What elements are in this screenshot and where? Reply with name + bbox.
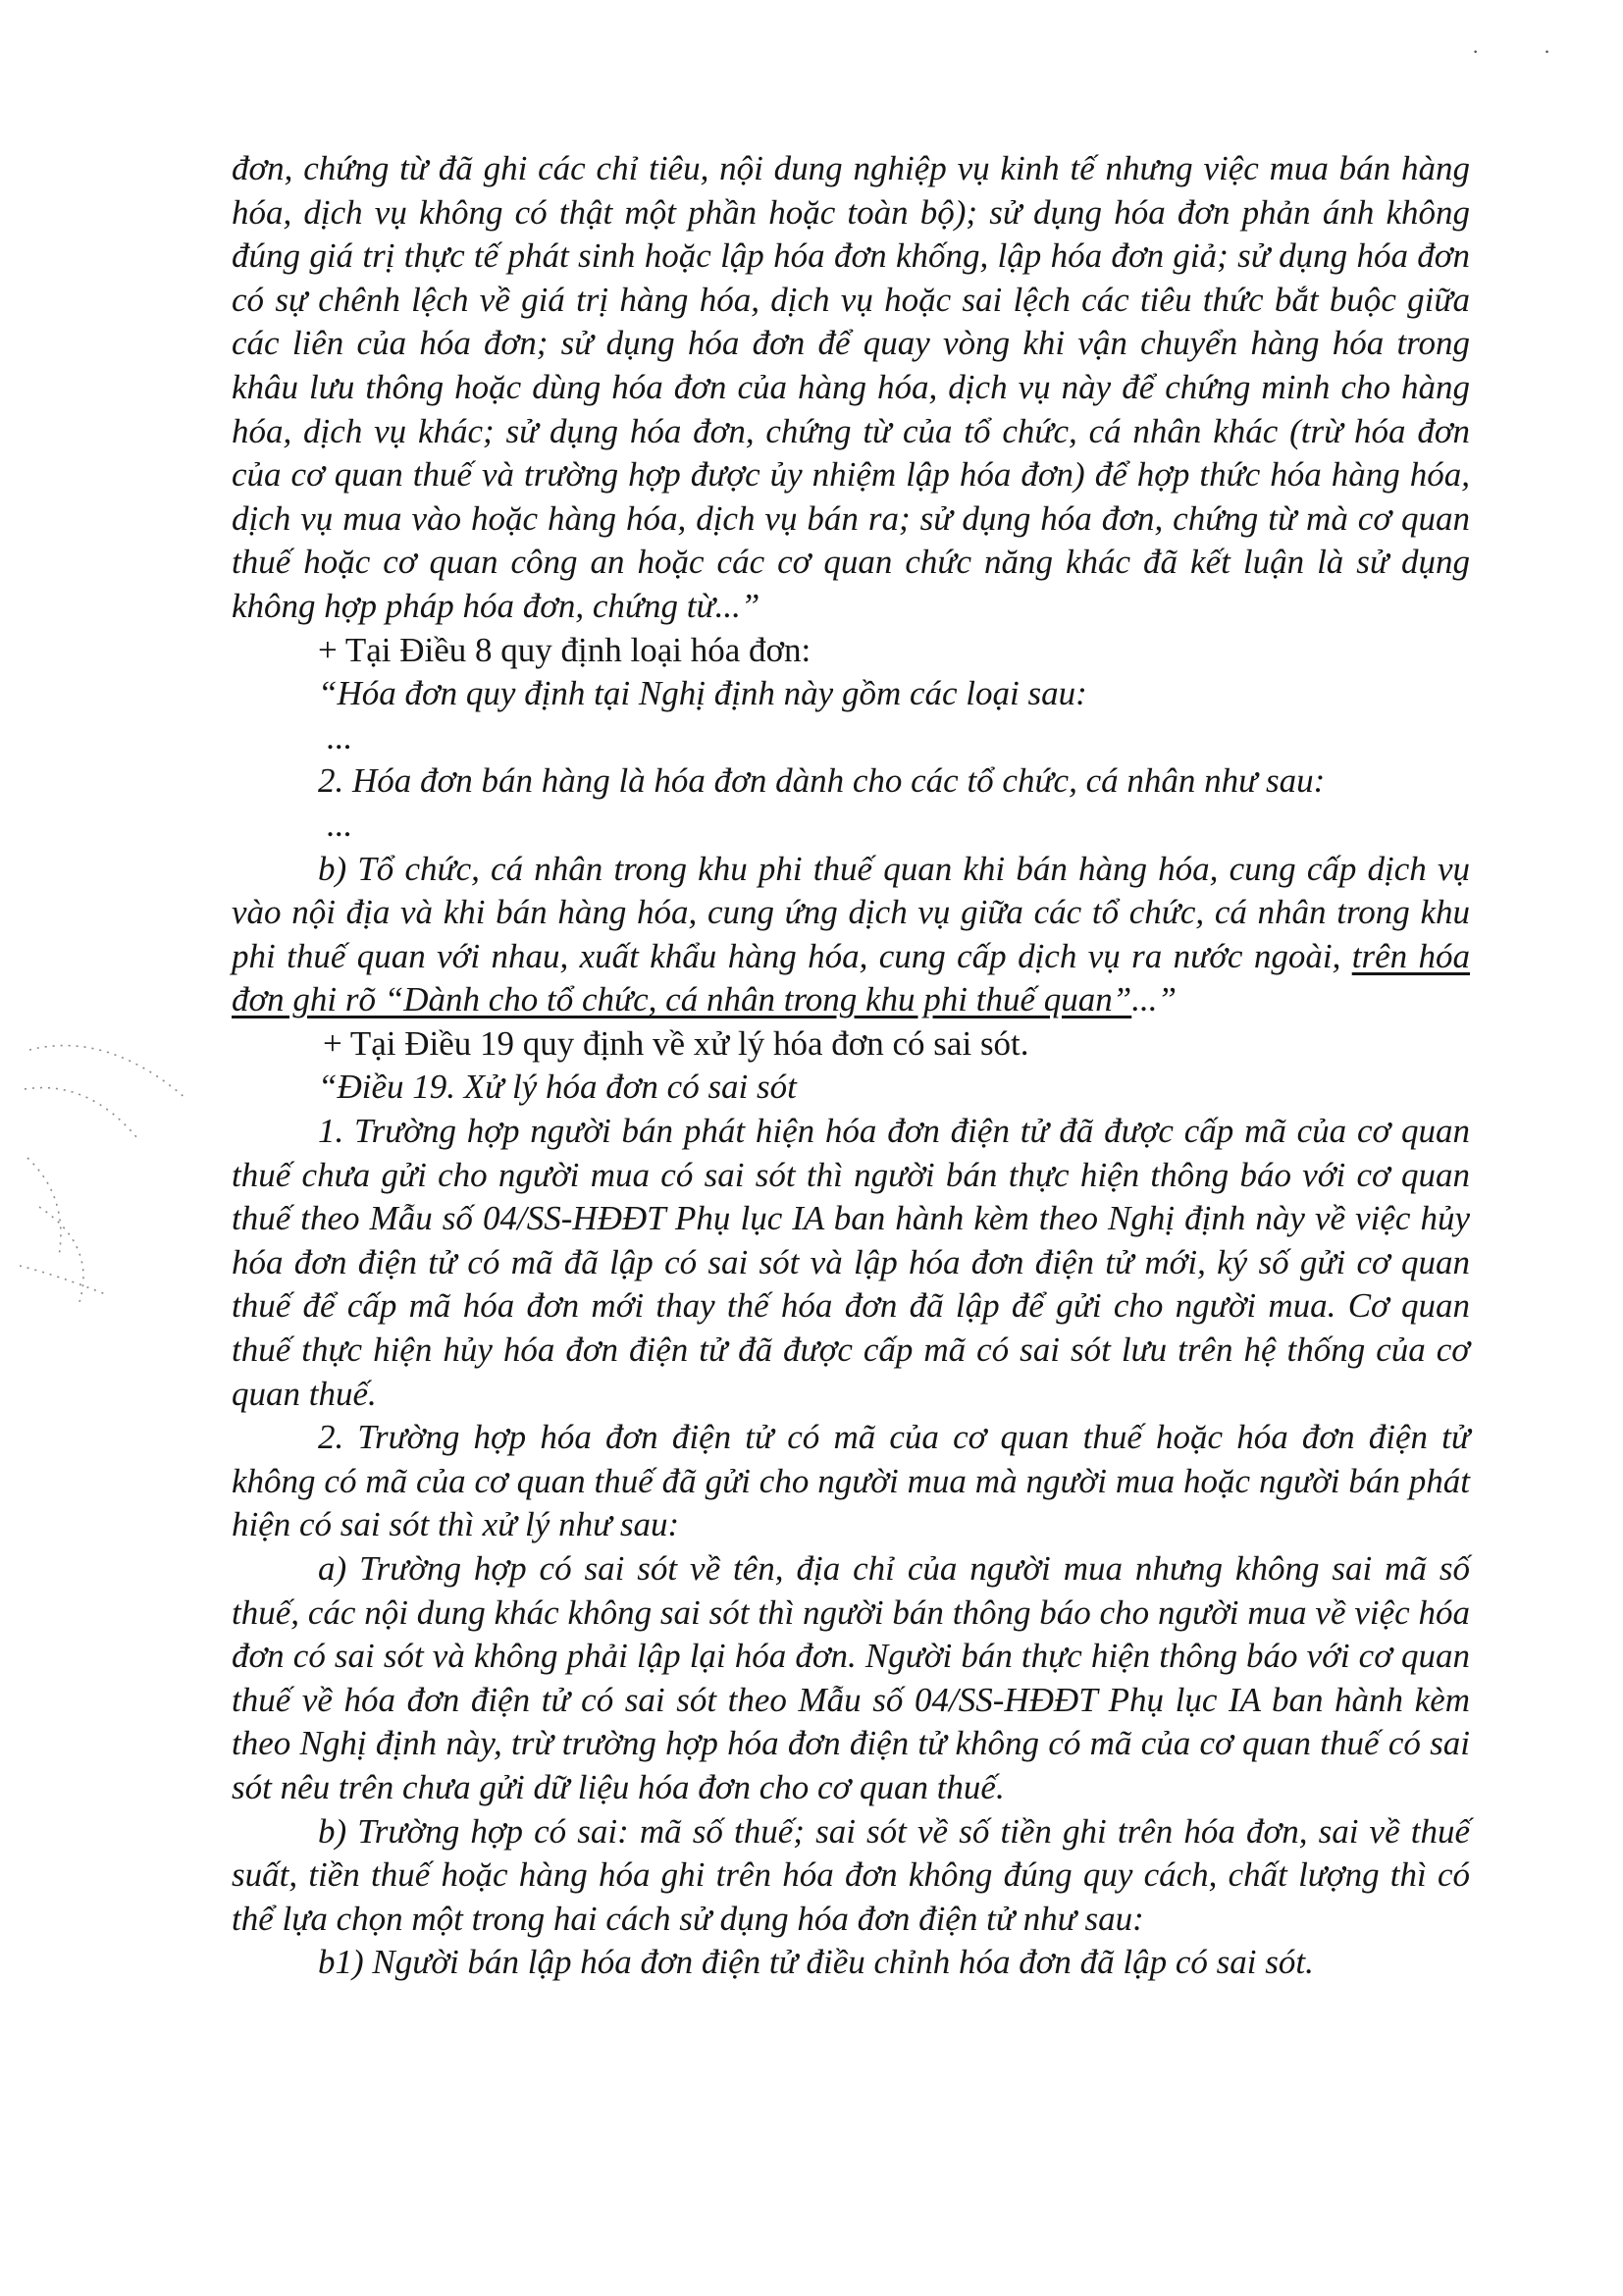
paragraph-continuation: đơn, chứng từ đã ghi các chỉ tiêu, nội dung nghiệp vụ kinh tế nhưng việc mua bán hàng hóa, dịch vụ không có thật một phần hoặc toàn bộ); sử dụng hóa đơn phản ánh không đúng giá trị thực tế phát sinh hoặc lập hóa đơn khống, lập hóa đơn giả; sử dụng hóa đơn có sự chênh lệch về giá trị hàng hóa, dịch vụ hoặc sai lệch các tiêu thức bắt buộc giữa các liên của hóa đơn; sử dụng hóa đơn để quay vòng khi vận chuyển hàng hóa trong khâu lưu thông hoặc dùng hóa đơn của hàng hóa, dịch vụ này để chứng minh cho hàng hóa, dịch vụ khác; sử dụng hóa đơn, chứng từ của tổ chức, cá nhân khác (trừ hóa đơn của cơ quan thuế và trường hợp được ủy nhiệm lập hóa đơn) để hợp thức hóa hàng hóa, dịch vụ mua vào hoặc hàng hóa, dịch vụ bán ra; sử dụng hóa đơn, chứng từ mà cơ quan thuế hoặc cơ quan công an hoặc các cơ quan chức năng khác đã kết luận là sử dụng không hợp pháp hóa đơn, chứng từ...”	[232, 149, 1470, 625]
quote-article-8-item-2: 2. Hóa đơn bán hàng là hóa đơn dành cho các tổ chức, cá nhân như sau:	[318, 761, 1326, 801]
ellipsis-2: ...	[327, 805, 353, 844]
binding-hole-marks	[20, 1030, 206, 1315]
quote-article-19-title: “Điều 19. Xử lý hóa đơn có sai sót	[318, 1068, 797, 1107]
quote-article-8-item-b	[232, 848, 1470, 1022]
item-b-tail: ...”	[1131, 980, 1177, 1019]
item-b-underlined-text: trên hóa đơn ghi rõ “Dành cho tổ chức, cá nhân trong khu phi thuế quan”	[232, 936, 1470, 1019]
quote-article-19-item-2a: a) Trường hợp có sai sót về tên, địa chỉ của người mua nhưng không sai mã số thuế, các nội dung khác không sai sót thì người bán thông báo cho người mua về việc hóa đơn có sai sót và không phải lập lại hóa đơn. Người bán thực hiện thông báo với cơ quan thuế về hóa đơn điện tử có sai sót theo Mẫu số 04/SS-HĐĐT Phụ lục IA ban hành kèm theo Nghị định này, trừ trường hợp hóa đơn điện tử không có mã của cơ quan thuế có sai sót nêu trên chưa gửi dữ liệu hóa đơn cho cơ quan thuế.	[232, 1549, 1470, 1806]
quote-article-19-item-1: 1. Trường hợp người bán phát hiện hóa đơn điện tử đã được cấp mã của cơ quan thuế chưa gửi cho người mua có sai sót thì người bán thực hiện thông báo với cơ quan thuế theo Mẫu số 04/SS-HĐĐT Phụ lục IA ban hành kèm theo Nghị định này về việc hủy hóa đơn điện tử có mã đã lập có sai sót và lập hóa đơn điện tử mới, ký số gửi cơ quan thuế để cấp mã hóa đơn mới thay thế hóa đơn đã lập để gửi cho người mua. Cơ quan thuế thực hiện hủy hóa đơn điện tử đã được cấp mã có sai sót lưu trên hệ thống của cơ quan thuế.	[232, 1112, 1470, 1413]
item-b-text: b) Tổ chức, cá nhân trong khu phi thuế quan khi bán hàng hóa, cung cấp dịch vụ vào nội địa và khi bán hàng hóa, cung ứng dịch vụ giữa các tổ chức, cá nhân trong khu phi thuế quan với nhau, xuất khẩu hàng hóa, cung cấp dịch vụ ra nước ngoài,	[232, 849, 1470, 975]
clause-article-19-heading: + Tại Điều 19 quy định về xử lý hóa đơn có sai sót.	[323, 1023, 1029, 1063]
quote-article-8-intro: “Hóa đơn quy định tại Nghị định này gồm các loại sau:	[318, 674, 1087, 713]
quote-article-19-item-2b1: b1) Người bán lập hóa đơn điện tử điều chỉnh hóa đơn đã lập có sai sót.	[318, 1943, 1314, 1982]
quote-article-19-item-2b: b) Trường hợp có sai: mã số thuế; sai sót về số tiền ghi trên hóa đơn, sai về thuế suất, tiền thuế hoặc hàng hóa ghi trên hóa đơn không đúng quy cách, chất lượng thì có thể lựa chọn một trong hai cách sử dụng hóa đơn điện tử như sau:	[232, 1811, 1470, 1938]
scan-speck: · ·	[1472, 39, 1581, 64]
clause-article-8-heading: + Tại Điều 8 quy định loại hóa đơn:	[318, 630, 812, 669]
quote-article-19-item-2: 2. Trường hợp hóa đơn điện tử có mã của cơ quan thuế hoặc hóa đơn điện tử không có mã của cơ quan thuế đã gửi cho người mua mà người mua hoặc người bán phát hiện có sai sót thì xử lý như sau:	[232, 1418, 1470, 1544]
ellipsis-1: ...	[327, 717, 353, 757]
document-body	[232, 147, 1470, 1985]
